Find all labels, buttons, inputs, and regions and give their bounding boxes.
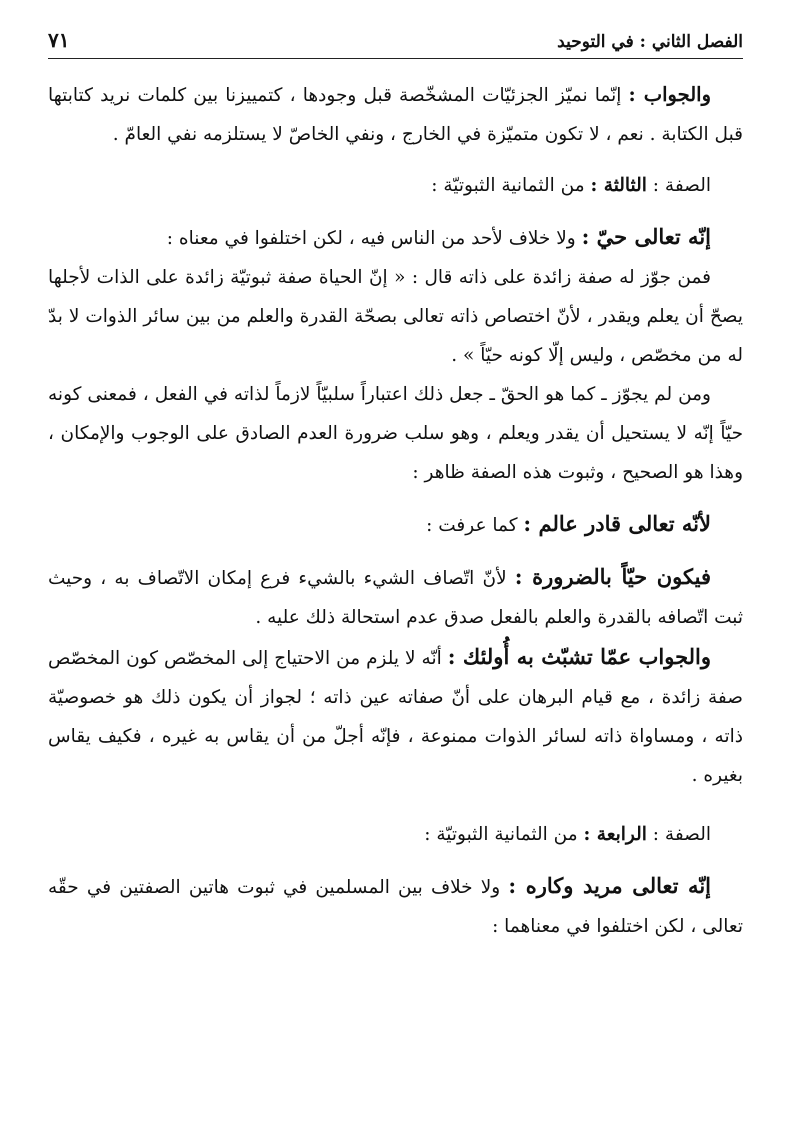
will-text: ولا خلاف بين المسلمين في ثبوت هاتين الصفتين في حقّه تعالى ، لكن اختلفوا في معناهما :: [48, 877, 743, 937]
living-lead: إنّه تعالى حيّ :: [581, 224, 711, 249]
necessity-text: لأنّ اتّصاف الشيء بالشيء فرع إمكان الاتّصاف به ، وحيث ثبت اتّصافه بالقدرة والعلم بالفعل صدق عدم استحالة ذلك عليه .: [48, 568, 743, 628]
necessity-paragraph: [48, 557, 743, 637]
living-text: ولا خلاف لأحد من الناس فيه ، لكن اختلفوا في معناه :: [166, 228, 582, 249]
attribute-prefix: الصفة :: [646, 175, 711, 196]
rebuttal-paragraph: [48, 637, 743, 795]
will-paragraph: [48, 866, 743, 946]
additional-attribute-paragraph: [48, 258, 743, 375]
omnipotent-lead: لأنّه تعالى قادر عالم :: [523, 511, 711, 536]
negation-text: ومن لم يجوّز ـ كما هو الحقّ ـ جعل ذلك اعتباراً سلبيّاً لازماً لذاته في الفعل ، فمعنى كونه حيّاً إنّه لا يستحيل أن يقدر ويعلم ، وهو سلب ضرورة العدم الصادق على الوجوب والإمكان ، وهذا هو الصحيح ، وثبوت هذه الصفة ظاهر :: [48, 384, 743, 483]
attribute-ordinal: الثالثة :: [590, 175, 647, 196]
answer-lead: والجواب :: [628, 83, 711, 106]
page-header: [48, 28, 743, 59]
attribute-suffix: من الثمانية الثبوتيّة :: [424, 824, 584, 845]
omnipotent-paragraph: [48, 504, 743, 545]
will-lead: إنّه تعالى مريد وكاره :: [508, 873, 711, 898]
additional-attribute-text: فمن جوّز له صفة زائدة على ذاته قال : « إنّ الحياة صفة ثبوتيّة زائدة على الذات لأجلها يصحّ أن يعلم ويقدر ، لأنّ اختصاص ذاته تعالى بصحّة القدرة والعلم من بين سائر الذوات لا بدّ له من مخصّص ، وليس إلّا كونه حيّاً » .: [48, 267, 743, 366]
attribute-ordinal: الرابعة :: [583, 824, 647, 845]
rebuttal-lead: والجواب عمّا تشبّث به أُولئك :: [447, 644, 711, 669]
fourth-attribute-heading: [48, 815, 743, 854]
omnipotent-text: كما عرفت :: [426, 515, 524, 536]
third-attribute-heading: [48, 166, 743, 205]
attribute-prefix: الصفة :: [646, 824, 711, 845]
answer-paragraph: [48, 75, 743, 154]
answer-text: إنّما نميّز الجزئيّات المشخّصة قبل وجودها ، كتمييزنا بين كلمات نريد كتابتها قبل الكتابة . نعم ، لا تكون متميّزة في الخارج ، ونفي الخاصّ لا يستلزمه نفي العامّ .: [48, 85, 743, 145]
rebuttal-text: أنّه لا يلزم من الاحتياج إلى المخصّص كون المخصّص صفة زائدة ، مع قيام البرهان على أنّ صفاته عين ذاته ؛ لجواز أن يكون ذلك هو خصوصيّة ذاته ، ومساواة ذاته لسائر الذوات ممنوعة ، فإنّه أجلّ من أن يقاس به غيره ، فكيف يقاس بغيره .: [48, 648, 743, 786]
attribute-suffix: من الثمانية الثبوتيّة :: [431, 175, 591, 196]
necessity-lead: فيكون حيّاً بالضرورة :: [514, 564, 711, 589]
page-number: ٧١: [48, 28, 70, 52]
living-paragraph: [48, 217, 743, 258]
negation-paragraph: [48, 375, 743, 492]
running-title: الفصل الثاني : في التوحيد: [557, 32, 743, 52]
